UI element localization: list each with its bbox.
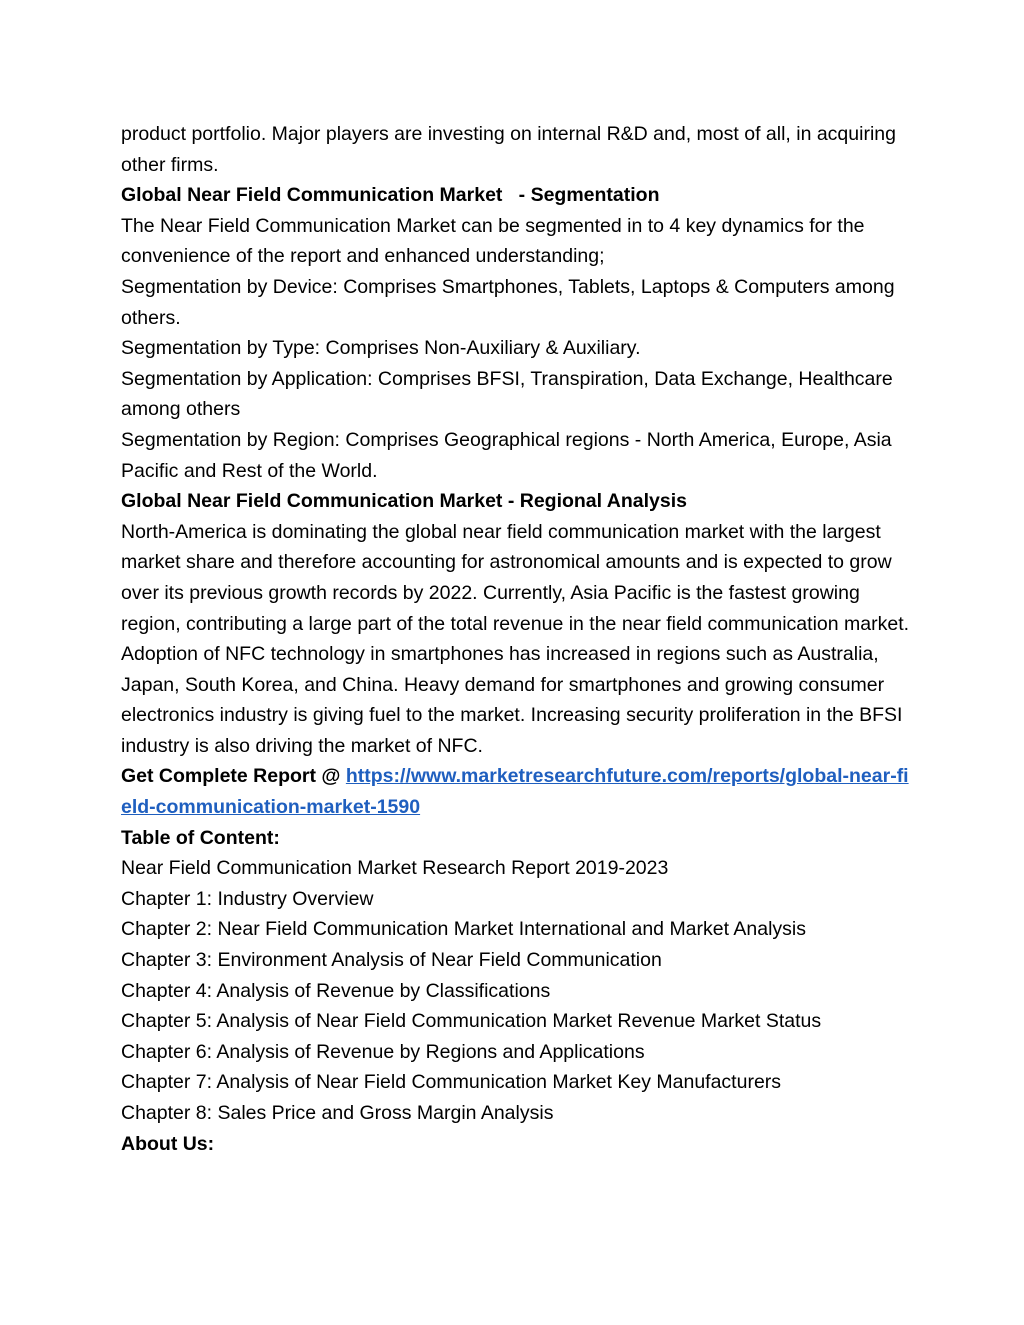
segmentation-application: Segmentation by Application: Comprises BFSI, Transpiration, Data Exchange, Healthcare among others (121, 367, 893, 421)
toc-title: Near Field Communication Market Research Report 2019-2023 (121, 857, 669, 880)
toc-chapter: Chapter 1: Industry Overview (121, 887, 374, 910)
segmentation-type: Segmentation by Type: Comprises Non-Auxiliary & Auxiliary. (121, 337, 641, 360)
toc-chapter: Chapter 8: Sales Price and Gross Margin Analysis (121, 1102, 554, 1124)
toc-chapter: Chapter 5: Analysis of Near Field Communication Market Revenue Market Status (121, 1010, 822, 1033)
report-link[interactable]: https://www.marketresearchfuture.com/reports/global-near-field-communication-market-1590 (121, 765, 909, 819)
about-us-heading: About Us: (121, 1132, 215, 1155)
segmentation-device: Segmentation by Device: Comprises Smartphones, Tablets, Laptops & Computers among others. (121, 275, 895, 329)
toc-chapter: Chapter 4: Analysis of Revenue by Classifications (121, 979, 551, 1002)
segmentation-region: Segmentation by Region: Comprises Geographical regions - North America, Europe, Asia Pacific and Rest of the World. (121, 428, 892, 482)
report-line (121, 761, 911, 822)
intro-continued-text: product portfolio. Major players are investing on internal R&D and, most of all, in acquiring other firms. (121, 123, 896, 176)
regional-analysis-body: North-America is dominating the global near field communication market with the largest market share and therefore accounting for astronomical amounts and is expected to grow over its previous growth records by 2022. Currently, Asia Pacific is the fastest growing region, contributing a large part of the total revenue in the near field communication market. Adoption of NFC technology in smartphones has increased in regions such as Australia, Japan, South Korea, and China. Heavy demand for smartphones and growing consumer electronics industry is giving fuel to the market. Increasing security proliferation in the BFSI industry is also driving the market of NFC. (121, 520, 910, 757)
document-body (121, 119, 911, 1159)
toc-chapter: Chapter 7: Analysis of Near Field Communication Market Key Manufacturers (121, 1071, 782, 1094)
toc-chapter: Chapter 2: Near Field Communication Market International and Market Analysis (121, 918, 806, 941)
segmentation-heading: Global Near Field Communication Market - Segmentation (121, 184, 660, 207)
toc-chapter: Chapter 3: Environment Analysis of Near Field Communication (121, 949, 662, 972)
regional-analysis-heading: Global Near Field Communication Market - Regional Analysis (121, 490, 687, 513)
toc-heading: Table of Content: (121, 826, 280, 849)
toc-chapter: Chapter 6: Analysis of Revenue by Regions and Applications (121, 1040, 645, 1063)
segmentation-intro: The Near Field Communication Market can be segmented in to 4 key dynamics for the convenience of the report and enhanced understanding; (121, 214, 865, 268)
report-label: Get Complete Report @ (121, 765, 346, 788)
